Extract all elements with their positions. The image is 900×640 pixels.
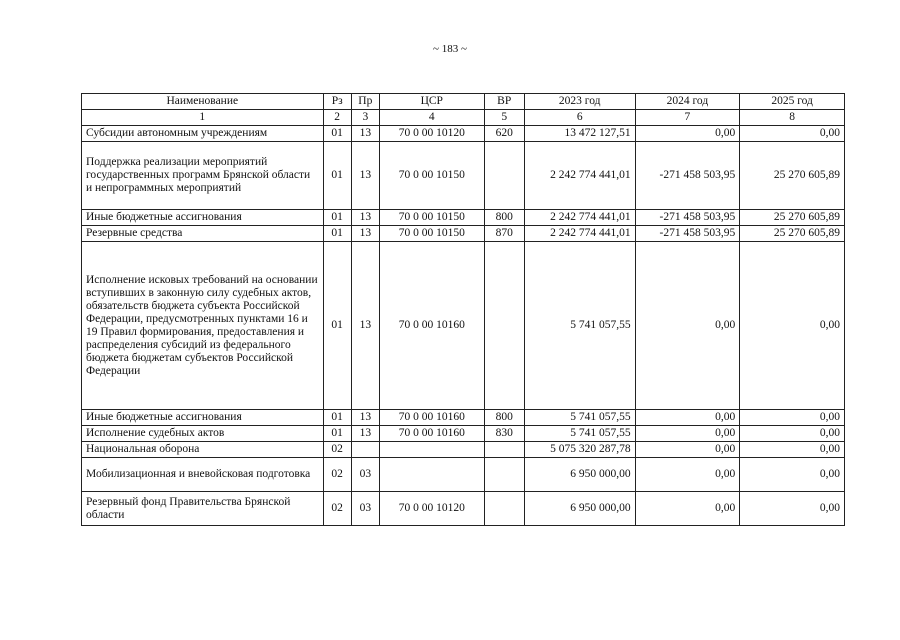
column-number: 4 xyxy=(379,110,484,126)
row-rz: 02 xyxy=(323,492,351,526)
row-2023: 5 741 057,55 xyxy=(524,242,635,410)
row-pr xyxy=(351,442,379,458)
row-2023: 2 242 774 441,01 xyxy=(524,210,635,226)
row-name: Мобилизационная и вневойсковая подготовка xyxy=(82,458,324,492)
row-2025: 0,00 xyxy=(740,458,845,492)
row-vr xyxy=(484,242,524,410)
row-vr: 800 xyxy=(484,410,524,426)
row-rz: 01 xyxy=(323,242,351,410)
row-2025: 0,00 xyxy=(740,126,845,142)
row-2025: 0,00 xyxy=(740,492,845,526)
row-name: Исполнение исковых требований на основании вступивших в законную силу судебных актов, обязательств бюджета субъекта Российской Федерации, предусмотренных пунктами 16 и 19 Правил формирования, предоставления и распределения субсидий из федерального бюджета бюджетам субъектов Российской Федерации xyxy=(82,242,324,410)
column-number: 1 xyxy=(82,110,324,126)
table-row xyxy=(82,410,845,426)
budget-table xyxy=(81,93,845,526)
row-rz: 02 xyxy=(323,442,351,458)
row-vr: 800 xyxy=(484,210,524,226)
column-number: 8 xyxy=(740,110,845,126)
row-2023: 13 472 127,51 xyxy=(524,126,635,142)
row-2023: 6 950 000,00 xyxy=(524,492,635,526)
row-csr: 70 0 00 10120 xyxy=(379,492,484,526)
row-2024: -271 458 503,95 xyxy=(635,226,740,242)
row-rz: 01 xyxy=(323,126,351,142)
row-2023: 5 741 057,55 xyxy=(524,426,635,442)
row-rz: 01 xyxy=(323,410,351,426)
table-row xyxy=(82,210,845,226)
table-row xyxy=(82,142,845,210)
row-2023: 2 242 774 441,01 xyxy=(524,226,635,242)
column-number: 3 xyxy=(351,110,379,126)
row-2024: 0,00 xyxy=(635,242,740,410)
row-name: Субсидии автономным учреждениям xyxy=(82,126,324,142)
header-2023: 2023 год xyxy=(524,94,635,110)
table-row xyxy=(82,492,845,526)
header-pr: Пр xyxy=(351,94,379,110)
header-2024: 2024 год xyxy=(635,94,740,110)
table-row xyxy=(82,126,845,142)
header-rz: Рз xyxy=(323,94,351,110)
row-2025: 0,00 xyxy=(740,410,845,426)
row-csr xyxy=(379,442,484,458)
row-2024: 0,00 xyxy=(635,126,740,142)
table-row xyxy=(82,242,845,410)
row-2023: 6 950 000,00 xyxy=(524,458,635,492)
table-row xyxy=(82,442,845,458)
row-pr: 13 xyxy=(351,426,379,442)
column-number-row xyxy=(82,110,845,126)
row-vr xyxy=(484,492,524,526)
header-name: Наименование xyxy=(82,94,324,110)
row-pr: 13 xyxy=(351,410,379,426)
row-csr xyxy=(379,458,484,492)
row-2024: 0,00 xyxy=(635,410,740,426)
row-rz: 01 xyxy=(323,226,351,242)
row-2024: 0,00 xyxy=(635,426,740,442)
column-number: 2 xyxy=(323,110,351,126)
row-2023: 5 741 057,55 xyxy=(524,410,635,426)
row-pr: 13 xyxy=(351,210,379,226)
row-vr: 870 xyxy=(484,226,524,242)
row-2025: 25 270 605,89 xyxy=(740,226,845,242)
row-pr: 13 xyxy=(351,242,379,410)
row-vr: 830 xyxy=(484,426,524,442)
row-name: Поддержка реализации мероприятий государственных программ Брянской области и непрограммных мероприятий xyxy=(82,142,324,210)
row-vr xyxy=(484,442,524,458)
row-vr xyxy=(484,458,524,492)
row-pr: 13 xyxy=(351,126,379,142)
row-pr: 03 xyxy=(351,492,379,526)
row-rz: 01 xyxy=(323,210,351,226)
row-2025: 0,00 xyxy=(740,426,845,442)
row-name: Резервный фонд Правительства Брянской области xyxy=(82,492,324,526)
row-name: Иные бюджетные ассигнования xyxy=(82,210,324,226)
row-2025: 0,00 xyxy=(740,242,845,410)
row-2024: 0,00 xyxy=(635,442,740,458)
row-csr: 70 0 00 10160 xyxy=(379,410,484,426)
row-csr: 70 0 00 10160 xyxy=(379,242,484,410)
row-2025: 25 270 605,89 xyxy=(740,142,845,210)
header-row xyxy=(82,94,845,110)
row-2024: -271 458 503,95 xyxy=(635,142,740,210)
row-name: Исполнение судебных актов xyxy=(82,426,324,442)
row-vr: 620 xyxy=(484,126,524,142)
page-number: ~ 183 ~ xyxy=(433,43,467,55)
table-row xyxy=(82,458,845,492)
row-2023: 5 075 320 287,78 xyxy=(524,442,635,458)
row-csr: 70 0 00 10150 xyxy=(379,210,484,226)
row-2023: 2 242 774 441,01 xyxy=(524,142,635,210)
row-rz: 01 xyxy=(323,142,351,210)
row-rz: 02 xyxy=(323,458,351,492)
table-row xyxy=(82,426,845,442)
row-csr: 70 0 00 10150 xyxy=(379,142,484,210)
row-pr: 03 xyxy=(351,458,379,492)
row-csr: 70 0 00 10120 xyxy=(379,126,484,142)
row-rz: 01 xyxy=(323,426,351,442)
row-name: Иные бюджетные ассигнования xyxy=(82,410,324,426)
column-number: 7 xyxy=(635,110,740,126)
row-name: Национальная оборона xyxy=(82,442,324,458)
header-2025: 2025 год xyxy=(740,94,845,110)
header-csr: ЦСР xyxy=(379,94,484,110)
row-2024: 0,00 xyxy=(635,458,740,492)
row-2025: 0,00 xyxy=(740,442,845,458)
column-number: 5 xyxy=(484,110,524,126)
row-vr xyxy=(484,142,524,210)
row-pr: 13 xyxy=(351,142,379,210)
row-csr: 70 0 00 10160 xyxy=(379,426,484,442)
column-number: 6 xyxy=(524,110,635,126)
row-name: Резервные средства xyxy=(82,226,324,242)
row-2024: 0,00 xyxy=(635,492,740,526)
row-csr: 70 0 00 10150 xyxy=(379,226,484,242)
table-row xyxy=(82,226,845,242)
header-vr: ВР xyxy=(484,94,524,110)
row-pr: 13 xyxy=(351,226,379,242)
row-2025: 25 270 605,89 xyxy=(740,210,845,226)
row-2024: -271 458 503,95 xyxy=(635,210,740,226)
